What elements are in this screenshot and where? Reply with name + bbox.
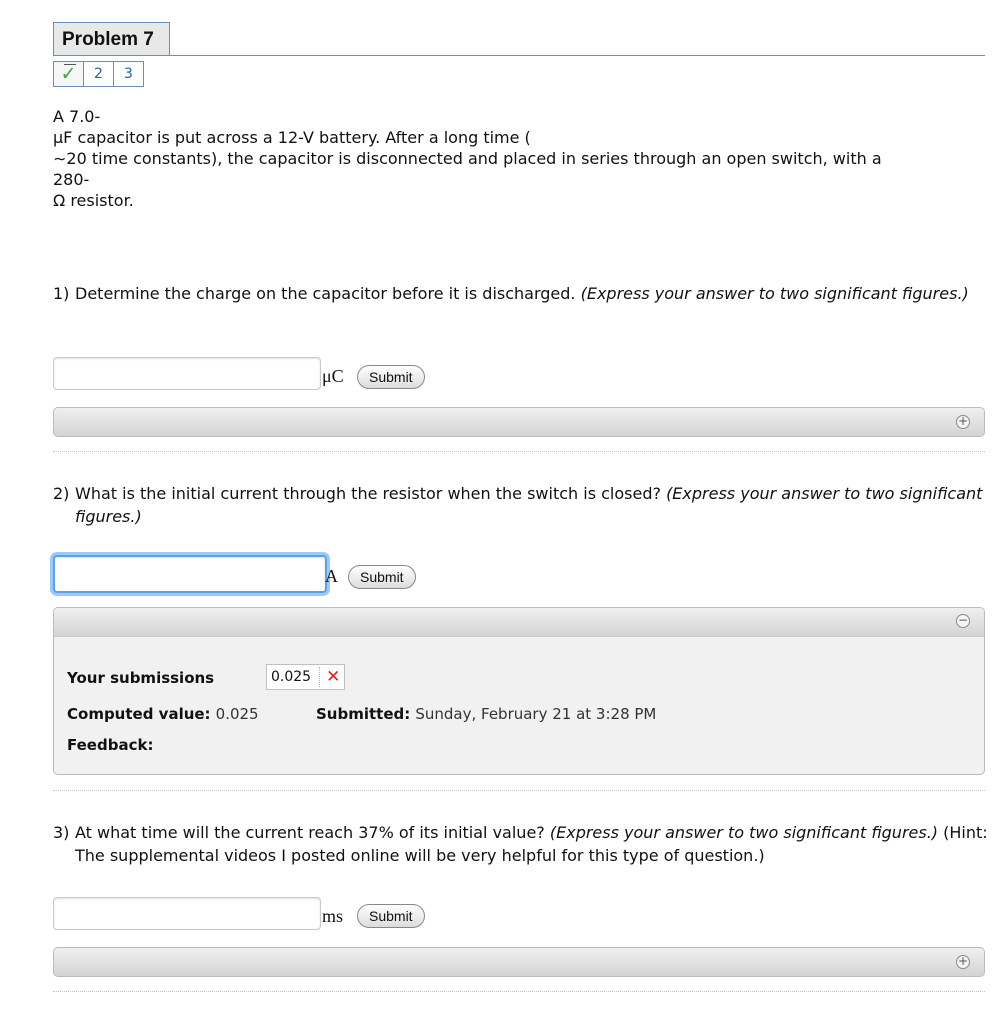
question-note: (Express your answer to two significant figures.) [549, 823, 939, 842]
submit-button-3[interactable]: Submit [357, 904, 425, 928]
statement-line: Ω resistor. [53, 191, 134, 210]
divider [53, 991, 985, 992]
version-tab-1[interactable] [53, 61, 84, 87]
question-text [75, 821, 988, 867]
submit-button-2[interactable]: Submit [348, 565, 416, 589]
submitted-label: Submitted: [316, 705, 411, 723]
question-text [75, 282, 988, 305]
answer-input-2[interactable] [53, 555, 327, 593]
question-1 [53, 282, 988, 305]
incorrect-x-icon: ✕ [319, 667, 340, 687]
feedback-panel-header[interactable] [54, 608, 984, 637]
unit-label-1: μC [322, 366, 344, 386]
expand-icon[interactable]: + [957, 414, 969, 428]
divider [53, 451, 985, 452]
statement-line: ∼20 time constants), the capacitor is disconnected and placed in series through an open switch, with a [53, 149, 882, 168]
question-prompt: Determine the charge on the capacitor before it is discharged. [75, 284, 576, 303]
feedback-label: Feedback: [67, 736, 154, 754]
submitted-row [316, 704, 656, 723]
question-note: (Express your answer to two significant figures.) [75, 484, 983, 526]
header-rule [53, 55, 985, 56]
answer-input-1[interactable] [53, 357, 321, 390]
problem-statement [53, 106, 988, 211]
question-text [75, 482, 988, 528]
checkmark-icon: ✓ [60, 62, 77, 85]
statement-line: A 7.0- [53, 107, 101, 126]
answer-input-3[interactable] [53, 897, 321, 930]
computed-row [67, 704, 259, 723]
submit-button-1[interactable]: Submit [357, 365, 425, 389]
overline-mark [64, 64, 76, 65]
question-prompt: At what time will the current reach 37% of its initial value? [75, 823, 545, 842]
question-2 [53, 482, 988, 528]
submission-value: 0.025 [271, 669, 312, 685]
version-tabs [53, 61, 143, 87]
feedback-bar-1[interactable] [53, 407, 985, 437]
computed-label: Computed value: [67, 705, 211, 723]
question-number: 1) [53, 284, 70, 303]
question-hint: (Hint: The supplemental videos I posted online will be very helpful for this type of question.) [75, 823, 988, 865]
version-tab-2[interactable]: 2 [83, 61, 114, 87]
question-prompt: What is the initial current through the resistor when the switch is closed? [75, 484, 661, 503]
unit-label-3: ms [322, 906, 344, 926]
question-note: (Express your answer to two significant figures.) [580, 284, 969, 303]
submitted-value: Sunday, February 21 at 3:28 PM [415, 705, 657, 723]
version-tab-3[interactable]: 3 [113, 61, 144, 87]
unit-label-2: A [325, 566, 338, 586]
problem-title: Problem 7 [53, 22, 170, 55]
submission-chip[interactable] [266, 664, 345, 690]
statement-line: μF capacitor is put across a 12-V battery. After a long time ( [53, 128, 531, 147]
computed-value: 0.025 [215, 705, 259, 723]
feedback-panel-2 [53, 607, 985, 775]
submissions-label: Your submissions [67, 669, 215, 687]
question-3 [53, 821, 988, 867]
question-number: 2) [53, 484, 70, 503]
problem-header [53, 22, 985, 56]
expand-icon[interactable]: + [957, 954, 969, 968]
divider [53, 790, 985, 791]
question-number: 3) [53, 823, 70, 842]
feedback-bar-3[interactable] [53, 947, 985, 977]
statement-line: 280- [53, 170, 90, 189]
collapse-icon[interactable]: − [957, 613, 969, 627]
feedback-row [67, 735, 153, 754]
